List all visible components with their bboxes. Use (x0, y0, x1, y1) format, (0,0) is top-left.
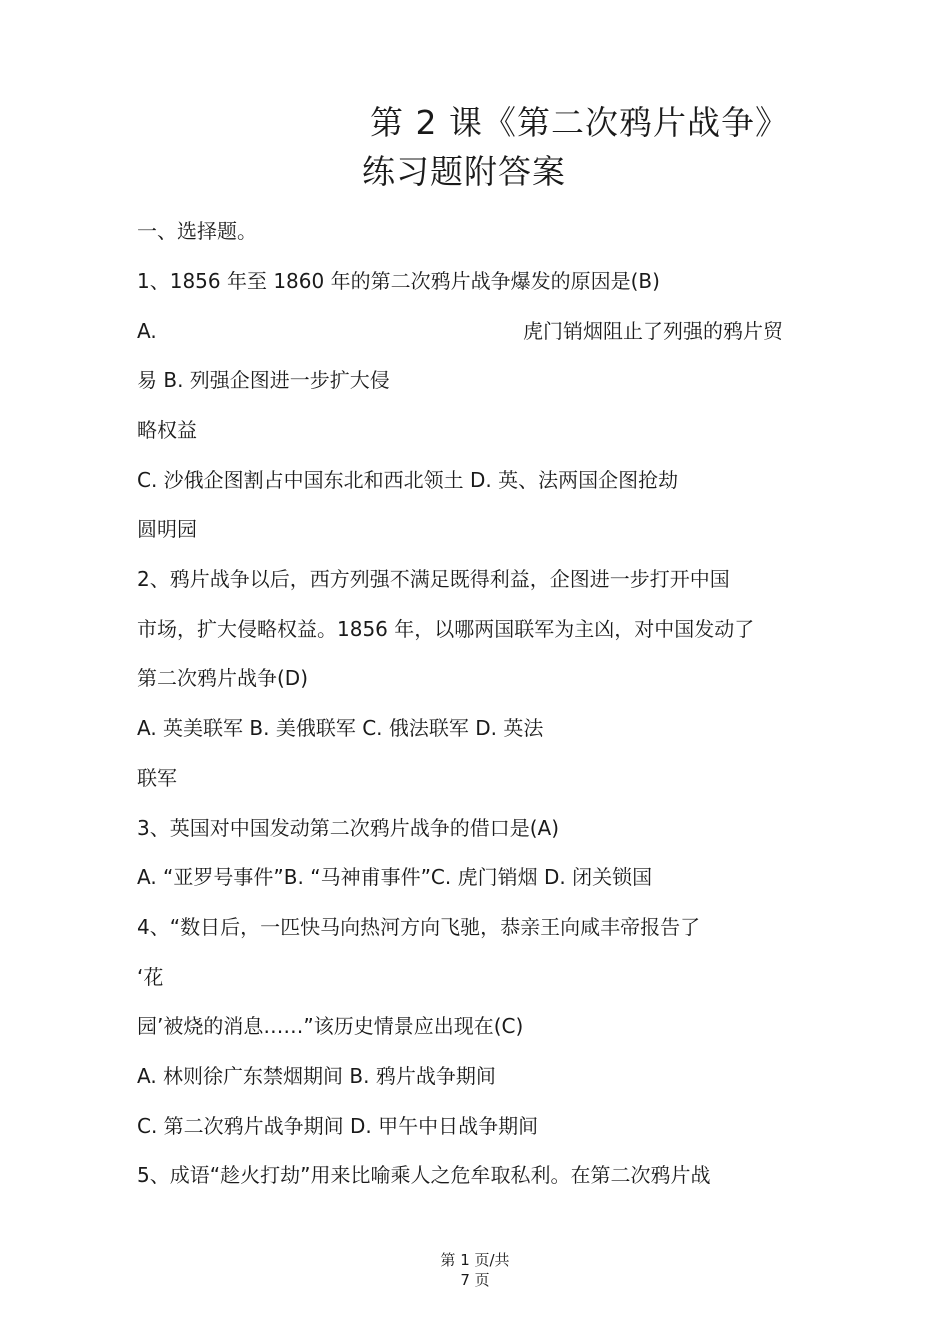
question-1-option-d-cont: 圆明园 (137, 517, 197, 541)
section-heading: 一、选择题。 (137, 219, 257, 243)
question-4-options-ab: A. 林则徐广东禁烟期间 B. 鸦片战争期间 (137, 1064, 496, 1088)
question-2-options: A. 英美联军 B. 美俄联军 C. 俄法联军 D. 英法 (137, 716, 544, 740)
question-1-option-cd: C. 沙俄企图割占中国东北和西北领土 D. 英、法两国企图抢劫 (137, 468, 679, 492)
question-1: 1、1856 年至 1860 年的第二次鸦片战争爆发的原因是(B) (137, 269, 660, 293)
page-footer-line1: 第 1 页/共 (440, 1251, 510, 1269)
question-4-options-cd: C. 第二次鸦片战争期间 D. 甲午中日战争期间 (137, 1114, 539, 1138)
question-3-options: A. “亚罗号事件”B. “马神甫事件”C. 虎门销烟 D. 闭关锁国 (137, 865, 653, 889)
document-title-line1: 第 2 课《第二次鸦片战争》 (370, 103, 789, 142)
question-2: 2、鸦片战争以后，西方列强不满足既得利益，企图进一步打开中国 (137, 567, 730, 591)
question-5: 5、成语“趁火打劫”用来比喻乘人之危牟取私利。在第二次鸦片战 (137, 1163, 711, 1187)
question-4: 4、“数日后，一匹快马向热河方向飞驰，恭亲王向咸丰帝报告了 (137, 915, 701, 939)
document-title-line2: 练习题附答案 (362, 152, 566, 191)
question-4-cont1: ‘花 (137, 965, 164, 989)
question-1-option-b-cont: 略权益 (137, 418, 197, 442)
page-footer-line2: 7 页 (460, 1271, 490, 1289)
question-3: 3、英国对中国发动第二次鸦片战争的借口是(A) (137, 816, 560, 840)
question-1-option-b: 易 B. 列强企图进一步扩大侵 (137, 368, 390, 392)
question-2-cont1: 市场，扩大侵略权益。1856 年，以哪两国联军为主凶，对中国发动了 (137, 617, 755, 641)
question-2-cont2: 第二次鸦片战争(D) (137, 666, 309, 690)
question-2-options-cont: 联军 (137, 766, 177, 790)
question-1-option-a-text: 虎门销烟阻止了列强的鸦片贸 (523, 319, 783, 343)
question-1-option-a-label: A. (137, 319, 157, 343)
question-4-cont2: 园’被烧的消息……”该历史情景应出现在(C) (137, 1014, 524, 1038)
